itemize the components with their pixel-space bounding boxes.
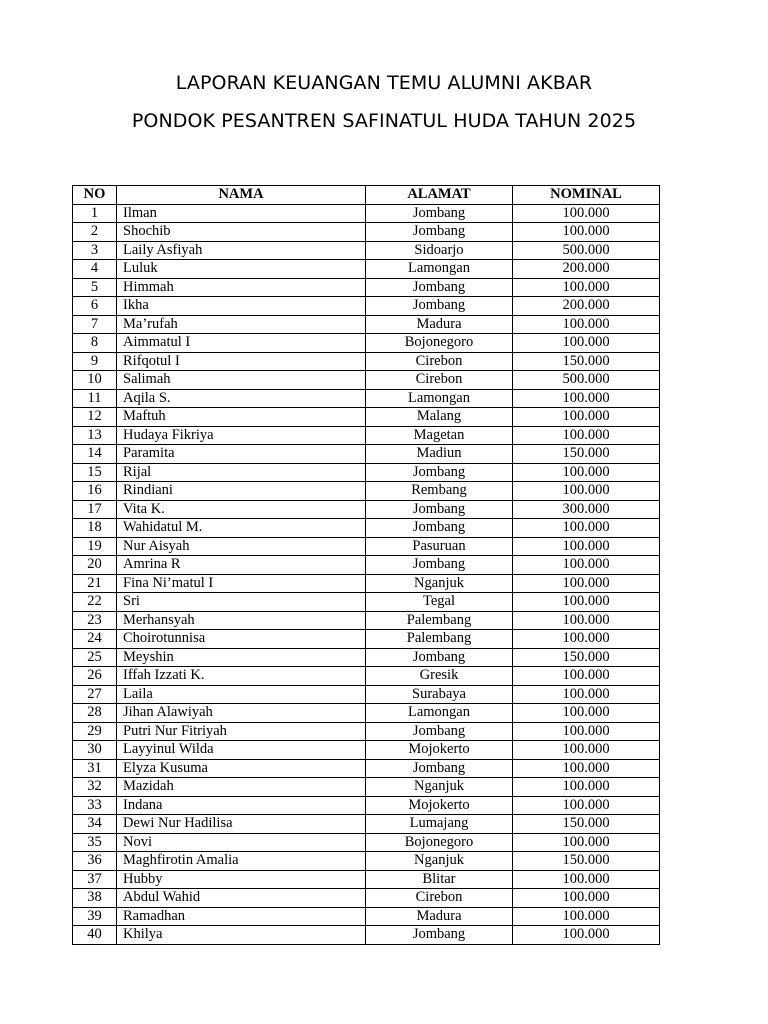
table-row xyxy=(73,815,660,834)
row-number: 35 xyxy=(73,833,117,852)
table-row xyxy=(73,315,660,334)
contribution-amount: 100.000 xyxy=(513,630,660,649)
contribution-amount: 100.000 xyxy=(513,667,660,686)
member-address: Jombang xyxy=(366,204,513,223)
row-number: 1 xyxy=(73,204,117,223)
member-address: Madura xyxy=(366,907,513,926)
table-row xyxy=(73,482,660,501)
member-name: Ramadhan xyxy=(117,907,366,926)
member-address: Lamongan xyxy=(366,260,513,279)
member-address: Jombang xyxy=(366,926,513,945)
member-address: Jombang xyxy=(366,722,513,741)
table-row xyxy=(73,852,660,871)
contribution-amount: 100.000 xyxy=(513,519,660,538)
member-name: Ikha xyxy=(117,297,366,316)
member-address: Mojokerto xyxy=(366,741,513,760)
table-header-row xyxy=(73,186,660,205)
row-number: 3 xyxy=(73,241,117,260)
contribution-amount: 100.000 xyxy=(513,796,660,815)
member-address: Jombang xyxy=(366,759,513,778)
member-name: Hudaya Fikriya xyxy=(117,426,366,445)
member-address: Madiun xyxy=(366,445,513,464)
row-number: 28 xyxy=(73,704,117,723)
contribution-amount: 100.000 xyxy=(513,278,660,297)
member-name: Wahidatul M. xyxy=(117,519,366,538)
table-row xyxy=(73,297,660,316)
row-number: 31 xyxy=(73,759,117,778)
contribution-amount: 100.000 xyxy=(513,778,660,797)
member-name: Abdul Wahid xyxy=(117,889,366,908)
row-number: 19 xyxy=(73,537,117,556)
member-name: Shochib xyxy=(117,223,366,242)
member-address: Jombang xyxy=(366,500,513,519)
member-address: Cirebon xyxy=(366,371,513,390)
contribution-amount: 100.000 xyxy=(513,593,660,612)
contribution-amount: 100.000 xyxy=(513,463,660,482)
table-row xyxy=(73,463,660,482)
member-name: Nur Aisyah xyxy=(117,537,366,556)
row-number: 23 xyxy=(73,611,117,630)
member-address: Jombang xyxy=(366,223,513,242)
member-address: Bojonegoro xyxy=(366,334,513,353)
row-number: 2 xyxy=(73,223,117,242)
member-name: Putri Nur Fitriyah xyxy=(117,722,366,741)
table-row xyxy=(73,667,660,686)
table-row xyxy=(73,889,660,908)
table-row xyxy=(73,223,660,242)
member-address: Mojokerto xyxy=(366,796,513,815)
contribution-amount: 100.000 xyxy=(513,704,660,723)
member-name: Dewi Nur Hadilisa xyxy=(117,815,366,834)
table-row xyxy=(73,537,660,556)
row-number: 11 xyxy=(73,389,117,408)
table-row xyxy=(73,426,660,445)
member-address: Cirebon xyxy=(366,352,513,371)
contribution-amount: 200.000 xyxy=(513,260,660,279)
row-number: 18 xyxy=(73,519,117,538)
member-name: Laily Asfiyah xyxy=(117,241,366,260)
table-row xyxy=(73,778,660,797)
member-name: Himmah xyxy=(117,278,366,297)
contribution-amount: 100.000 xyxy=(513,926,660,945)
member-name: Maghfirotin Amalia xyxy=(117,852,366,871)
member-name: Fina Ni’matul I xyxy=(117,574,366,593)
row-number: 27 xyxy=(73,685,117,704)
table-row xyxy=(73,556,660,575)
member-address: Nganjuk xyxy=(366,778,513,797)
member-address: Jombang xyxy=(366,556,513,575)
table-row xyxy=(73,389,660,408)
member-name: Novi xyxy=(117,833,366,852)
member-name: Choirotunnisa xyxy=(117,630,366,649)
contribution-amount: 150.000 xyxy=(513,445,660,464)
member-name: Vita K. xyxy=(117,500,366,519)
member-name: Maftuh xyxy=(117,408,366,427)
contribution-amount: 100.000 xyxy=(513,334,660,353)
row-number: 30 xyxy=(73,741,117,760)
report-title-line2: PONDOK PESANTREN SAFINATUL HUDA TAHUN 2025 xyxy=(131,110,637,132)
contribution-amount: 100.000 xyxy=(513,611,660,630)
row-number: 17 xyxy=(73,500,117,519)
table-body xyxy=(73,204,660,944)
contribution-amount: 100.000 xyxy=(513,204,660,223)
row-number: 12 xyxy=(73,408,117,427)
header-nominal: NOMINAL xyxy=(513,186,660,205)
member-name: Hubby xyxy=(117,870,366,889)
row-number: 37 xyxy=(73,870,117,889)
row-number: 16 xyxy=(73,482,117,501)
member-name: Rifqotul I xyxy=(117,352,366,371)
member-name: Rijal xyxy=(117,463,366,482)
table-row xyxy=(73,445,660,464)
contribution-amount: 100.000 xyxy=(513,315,660,334)
contribution-amount: 150.000 xyxy=(513,352,660,371)
table-row xyxy=(73,704,660,723)
contribution-amount: 500.000 xyxy=(513,371,660,390)
member-address: Jombang xyxy=(366,463,513,482)
member-address: Malang xyxy=(366,408,513,427)
member-address: Lamongan xyxy=(366,704,513,723)
member-address: Blitar xyxy=(366,870,513,889)
table-row xyxy=(73,408,660,427)
row-number: 20 xyxy=(73,556,117,575)
row-number: 38 xyxy=(73,889,117,908)
member-name: Salimah xyxy=(117,371,366,390)
member-name: Khilya xyxy=(117,926,366,945)
member-address: Madura xyxy=(366,315,513,334)
table-row xyxy=(73,519,660,538)
member-address: Bojonegoro xyxy=(366,833,513,852)
row-number: 7 xyxy=(73,315,117,334)
row-number: 25 xyxy=(73,648,117,667)
table-row xyxy=(73,278,660,297)
contribution-amount: 100.000 xyxy=(513,223,660,242)
table-row xyxy=(73,371,660,390)
row-number: 29 xyxy=(73,722,117,741)
row-number: 22 xyxy=(73,593,117,612)
member-address: Lumajang xyxy=(366,815,513,834)
contribution-amount: 300.000 xyxy=(513,500,660,519)
member-name: Ilman xyxy=(117,204,366,223)
table-row xyxy=(73,907,660,926)
contribution-amount: 100.000 xyxy=(513,574,660,593)
contribution-amount: 100.000 xyxy=(513,741,660,760)
contribution-amount: 100.000 xyxy=(513,870,660,889)
member-address: Palembang xyxy=(366,611,513,630)
member-name: Rindiani xyxy=(117,482,366,501)
member-name: Sri xyxy=(117,593,366,612)
member-address: Nganjuk xyxy=(366,574,513,593)
contribution-amount: 100.000 xyxy=(513,556,660,575)
member-address: Jombang xyxy=(366,278,513,297)
member-address: Cirebon xyxy=(366,889,513,908)
member-name: Jihan Alawiyah xyxy=(117,704,366,723)
member-name: Indana xyxy=(117,796,366,815)
contribution-amount: 100.000 xyxy=(513,907,660,926)
row-number: 5 xyxy=(73,278,117,297)
header-nama: NAMA xyxy=(117,186,366,205)
member-name: Paramita xyxy=(117,445,366,464)
member-name: Laila xyxy=(117,685,366,704)
table-row xyxy=(73,260,660,279)
contribution-amount: 150.000 xyxy=(513,815,660,834)
contribution-amount: 100.000 xyxy=(513,389,660,408)
contribution-amount: 100.000 xyxy=(513,833,660,852)
member-name: Ma’rufah xyxy=(117,315,366,334)
contribution-amount: 100.000 xyxy=(513,408,660,427)
row-number: 36 xyxy=(73,852,117,871)
header-alamat: ALAMAT xyxy=(366,186,513,205)
member-address: Lamongan xyxy=(366,389,513,408)
member-address: Palembang xyxy=(366,630,513,649)
member-address: Jombang xyxy=(366,519,513,538)
table-row xyxy=(73,722,660,741)
table-row xyxy=(73,796,660,815)
table-row xyxy=(73,630,660,649)
member-name: Meyshin xyxy=(117,648,366,667)
contribution-amount: 100.000 xyxy=(513,722,660,741)
table-row xyxy=(73,611,660,630)
member-name: Layyinul Wilda xyxy=(117,741,366,760)
table-row xyxy=(73,204,660,223)
member-name: Aimmatul I xyxy=(117,334,366,353)
contribution-amount: 500.000 xyxy=(513,241,660,260)
row-number: 9 xyxy=(73,352,117,371)
table-row xyxy=(73,648,660,667)
member-address: Tegal xyxy=(366,593,513,612)
table-row xyxy=(73,685,660,704)
row-number: 15 xyxy=(73,463,117,482)
row-number: 24 xyxy=(73,630,117,649)
row-number: 26 xyxy=(73,667,117,686)
table-row xyxy=(73,334,660,353)
contributions-table xyxy=(72,185,660,945)
row-number: 10 xyxy=(73,371,117,390)
table-row xyxy=(73,759,660,778)
contribution-amount: 150.000 xyxy=(513,852,660,871)
header-no: NO xyxy=(73,186,117,205)
member-name: Iffah Izzati K. xyxy=(117,667,366,686)
member-address: Nganjuk xyxy=(366,852,513,871)
row-number: 6 xyxy=(73,297,117,316)
member-address: Jombang xyxy=(366,297,513,316)
contribution-amount: 150.000 xyxy=(513,648,660,667)
member-address: Surabaya xyxy=(366,685,513,704)
table-row xyxy=(73,741,660,760)
table-row xyxy=(73,833,660,852)
member-name: Luluk xyxy=(117,260,366,279)
member-name: Amrina R xyxy=(117,556,366,575)
table-row xyxy=(73,870,660,889)
member-address: Sidoarjo xyxy=(366,241,513,260)
row-number: 14 xyxy=(73,445,117,464)
member-address: Gresik xyxy=(366,667,513,686)
member-name: Mazidah xyxy=(117,778,366,797)
row-number: 32 xyxy=(73,778,117,797)
row-number: 39 xyxy=(73,907,117,926)
contribution-amount: 100.000 xyxy=(513,426,660,445)
member-name: Elyza Kusuma xyxy=(117,759,366,778)
contribution-amount: 100.000 xyxy=(513,759,660,778)
contribution-amount: 100.000 xyxy=(513,482,660,501)
contribution-amount: 100.000 xyxy=(513,889,660,908)
member-address: Magetan xyxy=(366,426,513,445)
row-number: 8 xyxy=(73,334,117,353)
member-name: Merhansyah xyxy=(117,611,366,630)
report-title-line1: LAPORAN KEUANGAN TEMU ALUMNI AKBAR xyxy=(175,72,593,94)
contribution-amount: 200.000 xyxy=(513,297,660,316)
row-number: 4 xyxy=(73,260,117,279)
table-row xyxy=(73,352,660,371)
row-number: 34 xyxy=(73,815,117,834)
table-row xyxy=(73,574,660,593)
member-address: Pasuruan xyxy=(366,537,513,556)
member-address: Jombang xyxy=(366,648,513,667)
contribution-amount: 100.000 xyxy=(513,537,660,556)
row-number: 13 xyxy=(73,426,117,445)
row-number: 33 xyxy=(73,796,117,815)
table-row xyxy=(73,593,660,612)
member-name: Aqila S. xyxy=(117,389,366,408)
contribution-amount: 100.000 xyxy=(513,685,660,704)
row-number: 40 xyxy=(73,926,117,945)
table-row xyxy=(73,241,660,260)
table-row xyxy=(73,926,660,945)
row-number: 21 xyxy=(73,574,117,593)
member-address: Rembang xyxy=(366,482,513,501)
table-row xyxy=(73,500,660,519)
